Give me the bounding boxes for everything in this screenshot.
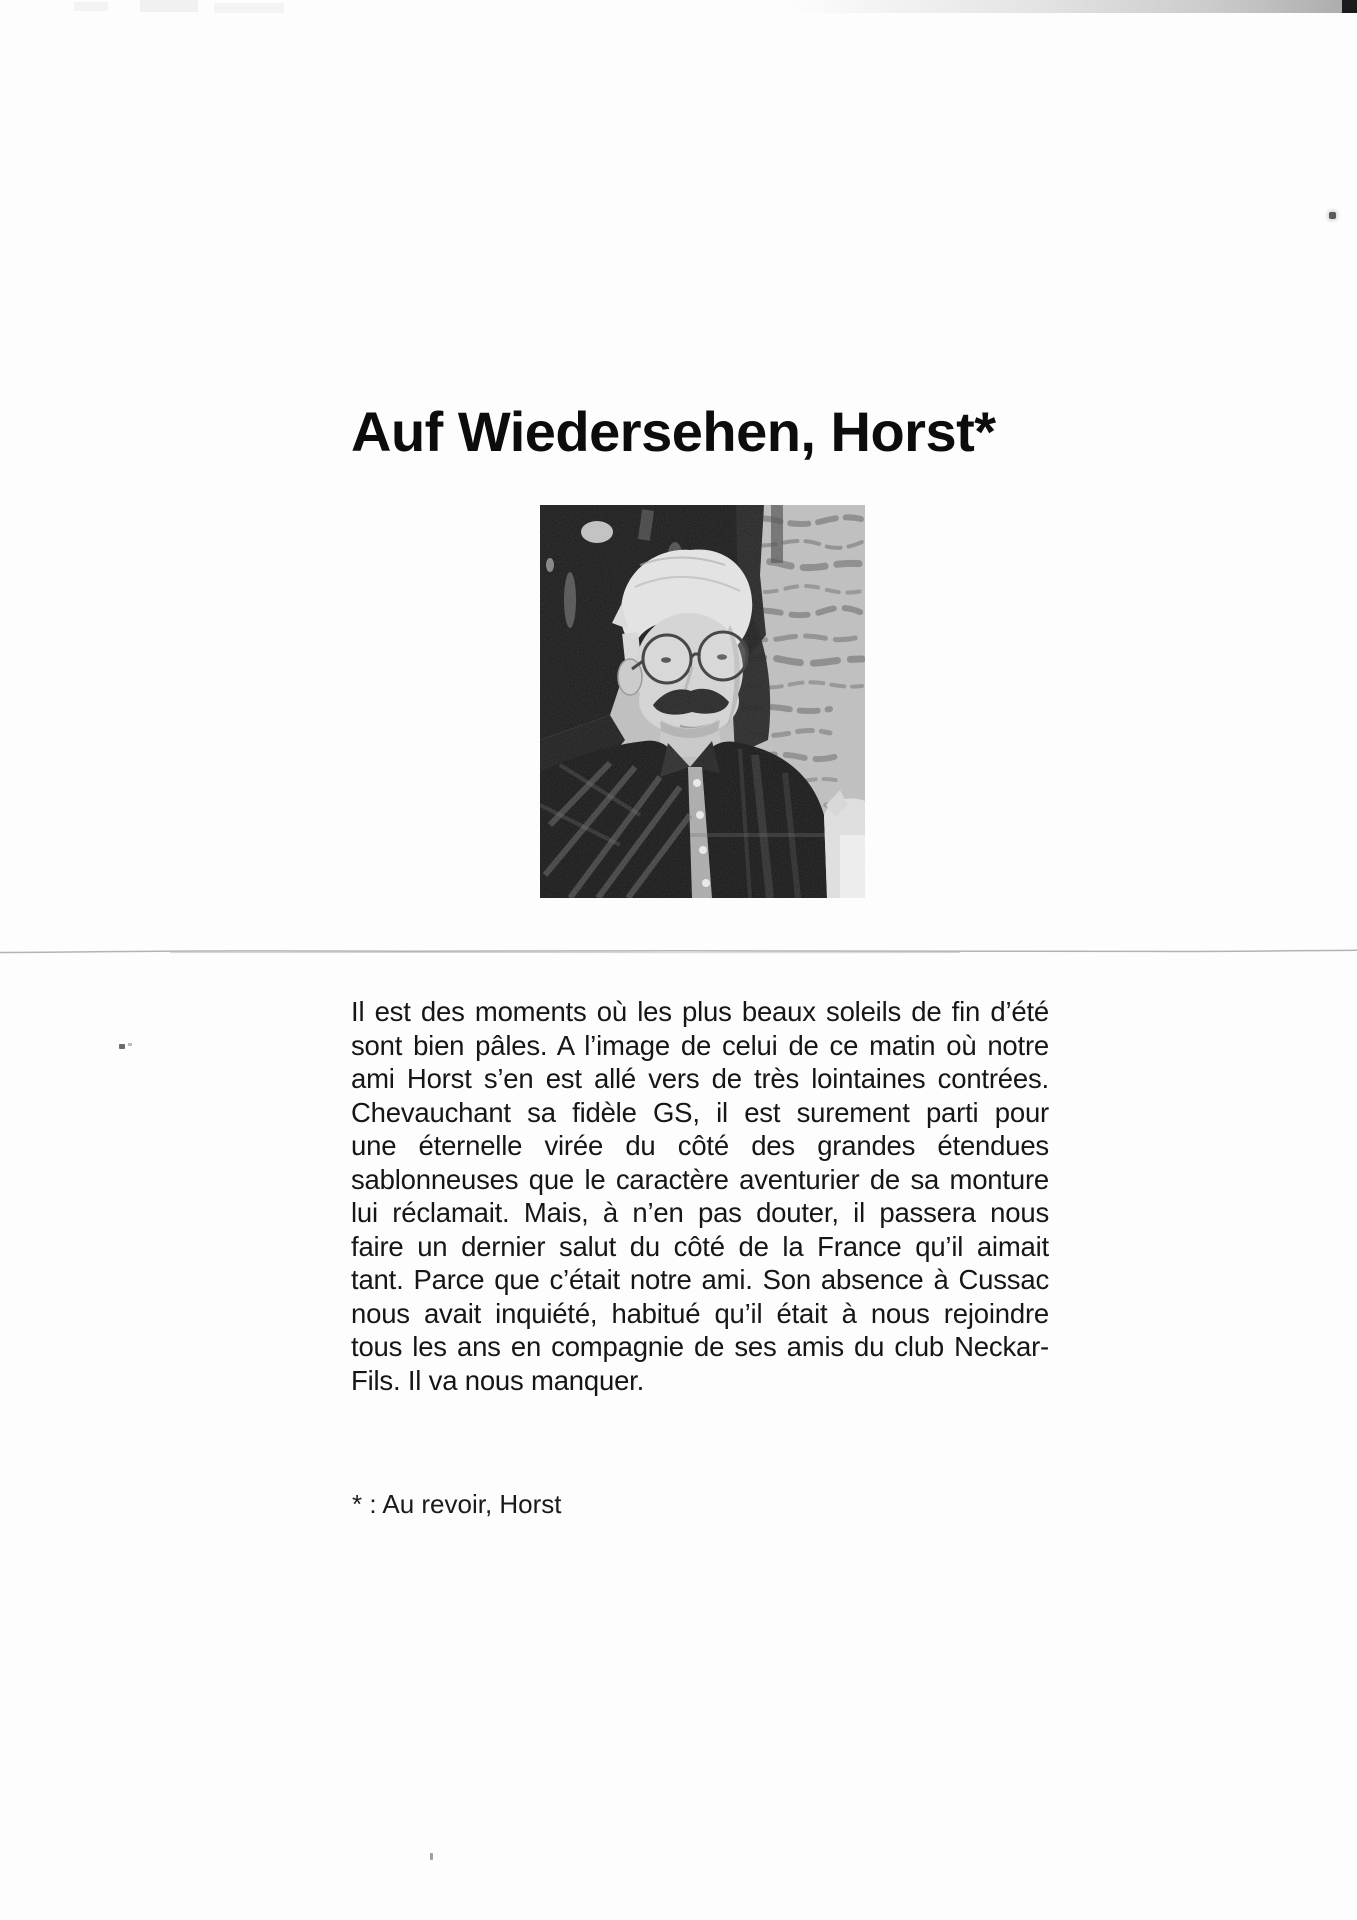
body-paragraph (351, 995, 1049, 1397)
footnote: * : Au revoir, Horst (352, 1489, 562, 1519)
scan-band (787, 0, 1357, 13)
body-line: sablonneuses que le caractère aventurier de sa monture (351, 1163, 1049, 1195)
fold-crease (0, 946, 1357, 956)
body-line: tant. Parce que c’était notre ami. Son absence à Cussac (351, 1264, 1049, 1295)
body-line: ami Horst s’en est allé vers de très lointaines contrées. (351, 1063, 1049, 1094)
portrait-photo-illustration (540, 505, 865, 898)
page-title: Auf Wiedersehen, Horst* (351, 400, 996, 463)
scan-speck (430, 1853, 433, 1860)
body-line: sont bien pâles. A l’image de celui de ce matin où notre (351, 1029, 1049, 1061)
scan-corner-mark (1342, 0, 1357, 13)
photo-grain-overlay (540, 505, 865, 898)
body-line: lui réclamait. Mais, à n’en pas douter, il passera nous (351, 1197, 1049, 1228)
body-line: faire un dernier salut du côté de la France qu’il aimait (351, 1230, 1049, 1262)
body-line: Fils. Il va nous manquer. (351, 1364, 645, 1396)
scan-dot (1329, 212, 1336, 219)
body-line: nous avait inquiété, habitué qu’il était à nous rejoindre (351, 1297, 1049, 1329)
portrait-photo (540, 505, 865, 898)
body-line: Il est des moments où les plus beaux soleils de fin d’été (351, 996, 1049, 1027)
scan-smudge (64, 0, 294, 24)
body-line: une éternelle virée du côté des grandes étendues (351, 1130, 1049, 1161)
scan-speck (119, 1044, 125, 1049)
body-line: Chevauchant sa fidèle GS, il est surement parti pour (351, 1096, 1049, 1128)
body-line: tous les ans en compagnie de ses amis du club Neckar- (351, 1331, 1049, 1362)
